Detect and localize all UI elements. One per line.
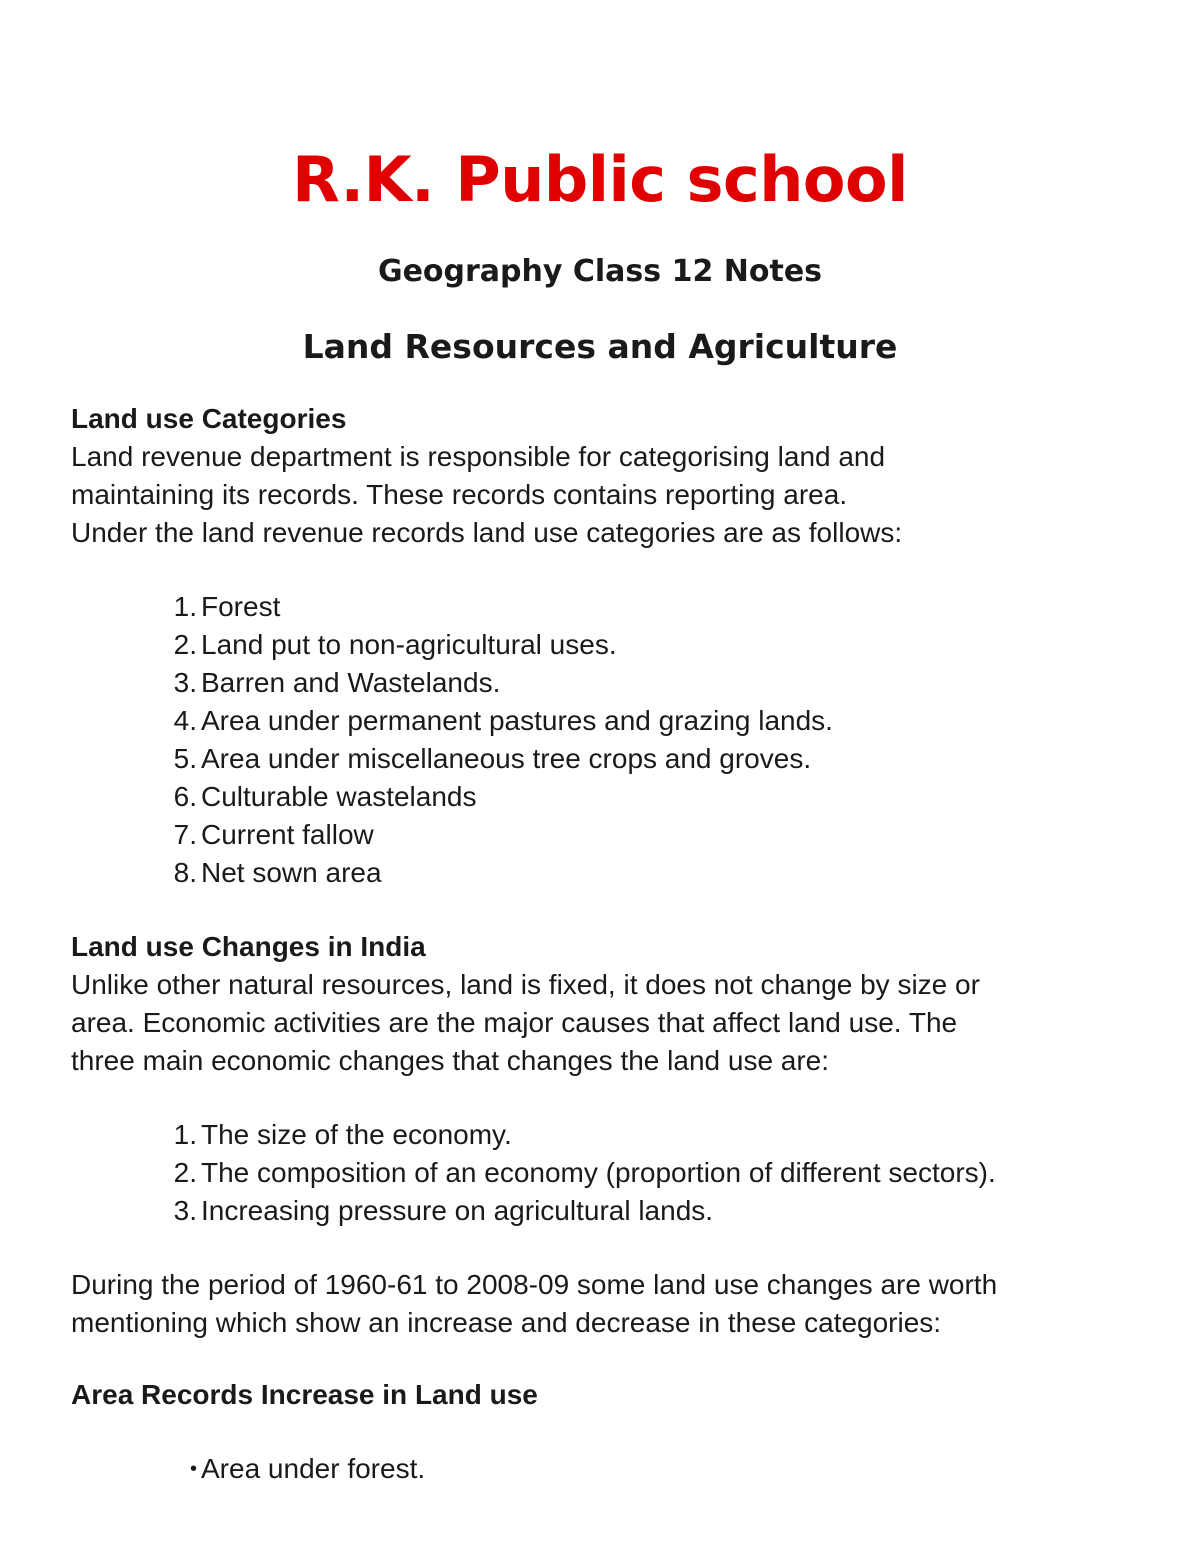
list-item (71, 778, 1151, 816)
list-number: 4. (173, 705, 197, 736)
list-item (71, 588, 1151, 626)
paragraph-line: maintaining its records. These records contains reporting area. (71, 479, 848, 510)
list-item-text: Barren and Wastelands. (201, 667, 501, 698)
list-item (71, 626, 1151, 664)
list-item (71, 1450, 1151, 1488)
list-item-text: Area under permanent pastures and grazing lands. (201, 705, 833, 736)
list-item (71, 702, 1151, 740)
paragraph-line: mentioning which show an increase and decrease in these categories: (71, 1307, 942, 1338)
list-item-text: The composition of an economy (proportion of different sectors). (201, 1157, 996, 1188)
list-item (71, 1116, 1151, 1154)
paragraph-line: Under the land revenue records land use categories are as follows: (71, 517, 903, 548)
list-number: 1. (173, 1119, 197, 1150)
paragraph-line: area. Economic activities are the major causes that affect land use. The (71, 1007, 958, 1038)
list-item (71, 664, 1151, 702)
list-item-text: Increasing pressure on agricultural lands. (201, 1195, 714, 1226)
paragraph-line: Land revenue department is responsible for categorising land and (71, 441, 886, 472)
paragraph-line: three main economic changes that changes the land use are: (71, 1045, 830, 1076)
list-item-text: Culturable wastelands (201, 781, 477, 812)
paragraph-line: Unlike other natural resources, land is fixed, it does not change by size or (71, 969, 980, 1000)
economic-changes-list (71, 1116, 1151, 1230)
list-item (71, 1154, 1151, 1192)
list-item-text: Area under miscellaneous tree crops and groves. (201, 743, 812, 774)
list-number: 8. (173, 857, 197, 888)
list-number: 5. (173, 743, 197, 774)
paragraph-line: During the period of 1960-61 to 2008-09 some land use changes are worth (71, 1269, 998, 1300)
list-number: 2. (173, 1157, 197, 1188)
list-item-text: Land put to non-agricultural uses. (201, 629, 617, 660)
list-number: 6. (173, 781, 197, 812)
list-item (71, 854, 1151, 892)
list-item (71, 816, 1151, 854)
section-heading-land-use-changes: Land use Changes in India (71, 931, 426, 962)
list-item (71, 1192, 1151, 1230)
list-item-text: Net sown area (201, 857, 382, 888)
chapter-title: Land Resources and Agriculture (302, 327, 898, 366)
list-number: 3. (173, 667, 197, 698)
list-item-text: The size of the economy. (201, 1119, 512, 1150)
list-item-text: Area under forest. (201, 1453, 426, 1484)
bullet-icon: • (189, 1458, 197, 1480)
list-item (71, 740, 1151, 778)
document-body (71, 400, 1151, 1524)
section-heading-land-use-categories: Land use Categories (71, 403, 347, 434)
list-number: 2. (173, 629, 197, 660)
notes-subtitle: Geography Class 12 Notes (377, 254, 823, 289)
list-item-text: Current fallow (201, 819, 374, 850)
list-number: 7. (173, 819, 197, 850)
school-title: R.K. Public school (292, 143, 908, 216)
list-number: 3. (173, 1195, 197, 1226)
land-use-categories-list (71, 588, 1151, 892)
list-item-text: Forest (201, 591, 281, 622)
area-increase-list (71, 1450, 1151, 1488)
section-heading-area-increase: Area Records Increase in Land use (71, 1379, 538, 1410)
list-number: 1. (173, 591, 197, 622)
